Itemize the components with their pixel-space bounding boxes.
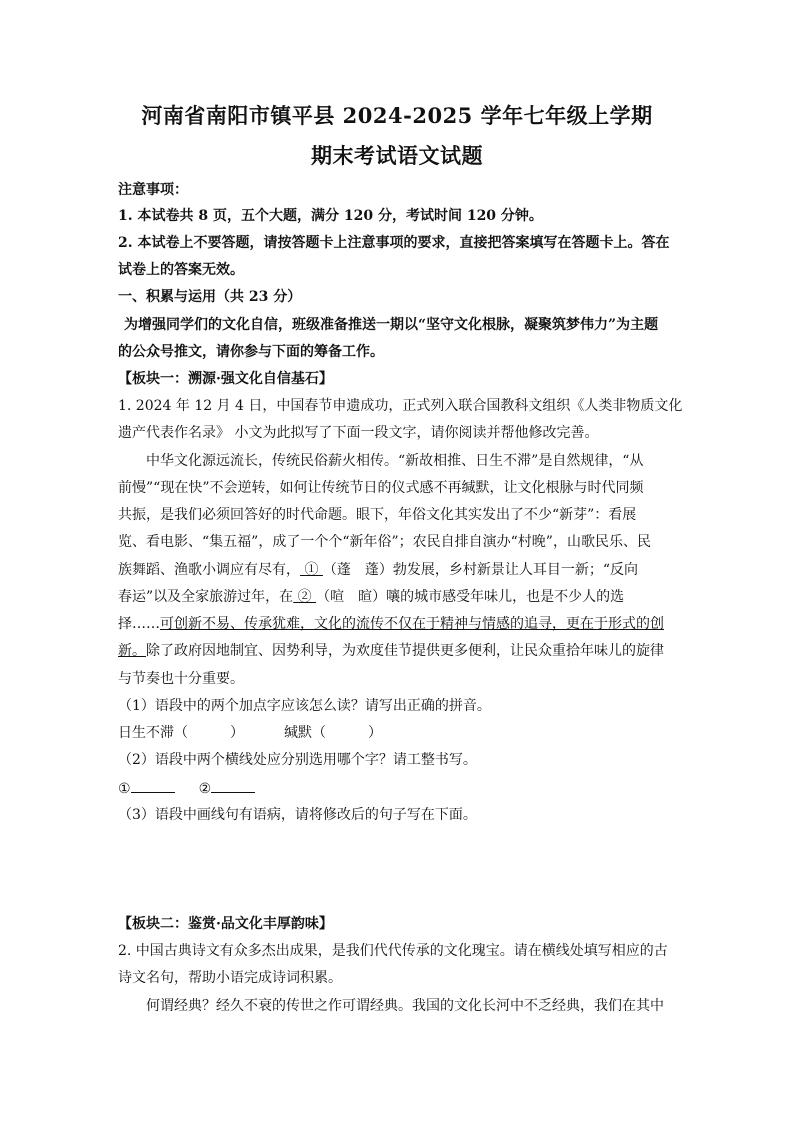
passage-line-8: [118, 641, 678, 661]
subquestion-2-answers: [118, 778, 678, 799]
underlined-sentence-part1: 可创新不易、传承犹难，文化的流传不仅在于精神与情感的追寻，更在于形式的创: [160, 616, 664, 632]
block2-passage-line-1: 何谓经典？经久不衰的传世之作可谓经典。我国的文化长河中不乏经典，我们在其中: [146, 998, 664, 1014]
block1-heading: 【板块一：溯源·强文化自信基石】: [118, 371, 333, 387]
section1-heading: 一、积累与运用（共 23 分）: [118, 289, 302, 305]
subquestion-3: （3）语段中画线句有语病，请将修改后的句子写在下面。: [118, 807, 477, 823]
exam-title-line1: 河南省南阳市镇平县 2024-2025 学年七年级上学期: [141, 103, 653, 128]
passage-line-8-b: 除了政府因地制宜、因势利导，为欢度佳节提供更多便利，让民众重拾年味儿的旋律: [146, 643, 664, 659]
question1-line-a: 1. 2024 年 12 月 4 日，中国春节申遗成功，正式列入联合国教科文组织《人类非物质文化: [118, 398, 683, 414]
passage-line-3: 共振，是我们必须回答好的时代命题。眼下，年俗文化其实发出了不少“新芽”：看展: [118, 507, 637, 523]
passage-line-7-a: 择……: [118, 616, 160, 632]
subquestion-2: （2）语段中两个横线处应分别选用哪个字？请工整书写。: [118, 752, 477, 768]
question1-line-b: 遗产代表作名录》 小文为此拟写了下面一段文字，请你阅读并帮他修改完善。: [118, 425, 599, 441]
blank-1: ①: [300, 562, 323, 578]
blank-2: ②: [293, 589, 317, 605]
passage-line-7: [118, 614, 678, 634]
pinyin-answer-2: 缄默（ ）: [284, 725, 382, 741]
section1-intro-b: 的公众号推文，请你参与下面的筹备工作。: [118, 344, 384, 360]
passage-line-5-b: （蓬 蓬）勃发展，乡村新景让人耳目一新；“反向: [322, 562, 639, 578]
notice-item-2a: 2. 本试卷上不要答题，请按答题卡上注意事项的要求，直接把答案填写在答题卡上。答在: [118, 235, 670, 251]
subquestion-1: （1）语段中的两个加点字应该怎么读？请写出正确的拼音。: [118, 698, 491, 714]
passage-line-2: 前慢”“现在快”不会逆转，如何让传统节日的仪式感不再缄默，让文化根脉与时代同频: [118, 480, 644, 496]
passage-line-5: [118, 560, 678, 580]
passage-line-6-b: （喧 暄）嚷的城市感受年味儿，也是不少人的选: [316, 589, 625, 605]
answer-blank-2: [211, 778, 255, 793]
notice-heading: 注意事项：: [118, 182, 188, 198]
block2-heading: 【板块二：鉴赏·品文化丰厚韵味】: [118, 916, 333, 932]
answer-label-2: ②: [198, 781, 212, 797]
passage-line-4: 览、看电影、“集五福”，成了一个个“新年俗”；农民自排自演办“村晚”，山歌民乐、民: [118, 534, 651, 550]
passage-line-6: [118, 587, 678, 607]
question2-line-b: 诗文名句，帮助小语完成诗词积累。: [118, 970, 342, 986]
underlined-sentence-part2: 新。: [118, 643, 146, 659]
answer-blank-1: [131, 778, 175, 793]
passage-line-5-a: 族舞蹈、渔歌小调应有尽有，: [118, 562, 300, 578]
question2-line-a: 2. 中国古典诗文有众多杰出成果，是我们代代传承的文化瑰宝。请在横线处填写相应的古: [118, 943, 668, 959]
exam-title-line2: 期末考试语文试题: [311, 143, 483, 168]
subquestion-1-answers: [118, 723, 678, 743]
notice-item-2b: 试卷上的答案无效。: [118, 262, 244, 278]
passage-line-1: 中华文化源远流长，传统民俗薪火相传。“新故相推、日生不滞”是自然规律，“从: [146, 453, 644, 469]
section1-intro-a: 为增强同学们的文化自信，班级准备推送一期以“坚守文化根脉，凝聚筑梦伟力”为主题: [124, 317, 659, 333]
passage-line-9: 与节奏也十分重要。: [118, 671, 244, 687]
passage-line-6-a: 春运”以及全家旅游过年，在: [118, 589, 294, 605]
notice-item-1: 1. 本试卷共 8 页，五个大题，满分 120 分，考试时间 120 分钟。: [118, 208, 543, 224]
pinyin-answer-1: 日生不滞（ ）: [118, 725, 244, 741]
answer-label-1: ①: [118, 781, 131, 797]
